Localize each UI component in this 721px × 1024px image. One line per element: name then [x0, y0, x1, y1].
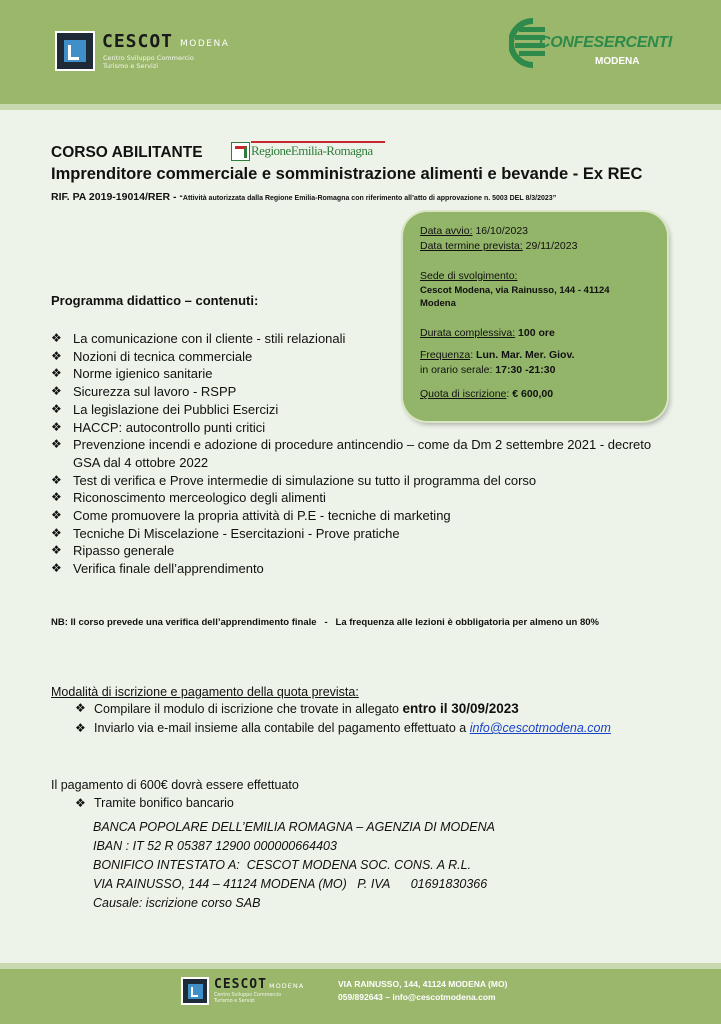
program-item: ❖ Verifica finale dell’apprendimento	[51, 561, 264, 577]
program-item: ❖ HACCP: autocontrollo punti critici	[51, 419, 266, 435]
region-logo-icon	[231, 142, 250, 161]
cescot-logo-tagline: Centro Sviluppo Commercio Turismo e Servizi	[103, 54, 194, 70]
bank-line: BANCA POPOLARE DELL’EMILIA ROMAGNA – AGENZIA DI MODENA	[93, 820, 495, 834]
diamond-bullet-icon: ❖	[51, 401, 62, 416]
program-item: ❖ La legislazione dei Pubblici Esercizi	[51, 401, 279, 417]
confesercenti-logo	[509, 17, 672, 75]
cescot-logo-city: MODENA	[180, 39, 230, 49]
diamond-bullet-icon: ❖	[51, 525, 62, 540]
diamond-bullet-icon: ❖	[51, 543, 62, 558]
program-item: ❖ Riconoscimento merceologico degli alimenti	[51, 490, 326, 506]
diamond-bullet-icon: ❖	[51, 508, 62, 523]
bank-line: IBAN : IT 52 R 05387 12900 000000664403	[93, 838, 337, 853]
bank-line: VIA RAINUSSO, 144 – 41124 MODENA (MO) P. IVA 01691830366	[93, 876, 488, 891]
venue-line-2: Modena	[420, 298, 456, 309]
bank-line: BONIFICO INTESTATO A: CESCOT MODENA SOC. CONS. A R.L.	[93, 857, 472, 872]
region-logo-text: RegioneEmilia-Romagna	[251, 143, 373, 158]
footer-logo-name: CESCOT	[214, 977, 267, 992]
course-ref-note: “Attività autorizzata dalla Regione Emilia-Romagna con riferimento all’atto di approvazione n. 5003 DEL 8/3/2023”	[179, 195, 557, 202]
diamond-bullet-icon: ❖	[51, 348, 62, 363]
bank-line: Causale: iscrizione corso SAB	[93, 895, 261, 910]
venue-line-1: Cescot Modena, via Rainusso, 144 - 41124	[420, 285, 610, 296]
cescot-logo	[55, 31, 245, 75]
program-item: ❖ Prevenzione incendi e adozione di procedure antincendio – come da Dm 2 settembre 2021 - decreto GSA dal 4 ottobre 2022	[51, 437, 652, 470]
cescot-logo-name: CESCOT	[102, 31, 174, 52]
program-item: ❖ Sicurezza sul lavoro - RSPP	[51, 384, 237, 400]
fee: Quota di iscrizione: € 600,00	[420, 388, 554, 400]
enrollment-step-2: ❖ Inviarlo via e-mail insieme alla contabile del pagamento effettuato a info@cescotmodena.com	[75, 721, 611, 735]
diamond-bullet-icon: ❖	[51, 419, 62, 434]
nb-note: NB: Il corso prevede una verifica dell’apprendimento finale - La frequenza alle lezioni è obbligatoria per almeno un 80%	[51, 617, 599, 628]
diamond-bullet-icon: ❖	[51, 561, 62, 576]
program-heading: Programma didattico – contenuti:	[51, 293, 259, 308]
program-item: ❖ Tecniche Di Miscelazione - Esercitazioni - Prove pratiche	[51, 525, 400, 541]
program-item: ❖ Norme igienico sanitarie	[51, 366, 213, 382]
enrollment-heading: Modalità di iscrizione e pagamento della quota prevista:	[51, 685, 359, 699]
cescot-logo-icon	[55, 31, 95, 71]
footer-address: VIA RAINUSSO, 144, 41124 MODENA (MO)	[338, 979, 508, 989]
region-emilia-romagna-logo	[231, 141, 385, 163]
bank-details	[93, 818, 495, 913]
start-date: Data avvio: 16/10/2023	[420, 225, 528, 237]
venue-label: Sede di svolgimento:	[420, 270, 518, 282]
duration: Durata complessiva: 100 ore	[420, 327, 555, 339]
diamond-bullet-icon: ❖	[75, 796, 86, 810]
header-divider	[0, 104, 721, 110]
program-item: ❖ Ripasso generale	[51, 543, 175, 559]
frequency: Frequenza: Lun. Mar. Mer. Giov.	[420, 349, 575, 361]
diamond-bullet-icon: ❖	[75, 701, 86, 715]
payment-method: ❖ Tramite bonifico bancario	[75, 796, 234, 810]
course-reference	[51, 191, 556, 203]
evening-hours: in orario serale: 17:30 -21:30	[420, 364, 556, 376]
diamond-bullet-icon: ❖	[51, 384, 62, 399]
diamond-bullet-icon: ❖	[51, 331, 62, 345]
enrollment-step-1: ❖ Compilare il modulo di iscrizione che trovate in allegato entro il 30/09/2023	[75, 701, 519, 716]
diamond-bullet-icon: ❖	[75, 721, 86, 735]
course-title: Imprenditore commerciale e somministrazione alimenti e bevande - Ex REC	[51, 165, 643, 183]
end-date: Data termine prevista: 29/11/2023	[420, 240, 578, 252]
program-list	[51, 330, 681, 578]
diamond-bullet-icon: ❖	[51, 490, 62, 505]
footer-cescot-logo	[181, 977, 351, 1007]
footer-contact: 059/892643 – info@cescotmodena.com	[338, 992, 496, 1002]
footer-cescot-logo-icon	[181, 977, 209, 1005]
diamond-bullet-icon: ❖	[51, 472, 62, 487]
course-kind: CORSO ABILITANTE	[51, 144, 203, 161]
footer-logo-city: MODENA	[269, 982, 305, 990]
confesercenti-logo-name: CONFESERCENTI	[539, 34, 672, 51]
program-item: ❖ Test di verifica e Prove intermedie di simulazione su tutto il programma del corso	[51, 472, 537, 488]
diamond-bullet-icon: ❖	[51, 437, 62, 452]
course-ref-code: RIF. PA 2019-19014/RER -	[51, 191, 180, 203]
email-link[interactable]: info@cescotmodena.com	[469, 721, 611, 735]
program-item: ❖ La comunicazione con il cliente - stili relazionali	[51, 331, 346, 346]
program-item: ❖ Nozioni di tecnica commerciale	[51, 348, 253, 364]
program-item: ❖ Come promuovere la propria attività di P.E - tecniche di marketing	[51, 508, 451, 524]
footer-logo-tagline: Centro Sviluppo Commercio Turismo e Servizi	[214, 993, 282, 1004]
payment-intro: Il pagamento di 600€ dovrà essere effettuato	[51, 778, 299, 792]
confesercenti-logo-city: MODENA	[595, 56, 640, 67]
diamond-bullet-icon: ❖	[51, 366, 62, 381]
